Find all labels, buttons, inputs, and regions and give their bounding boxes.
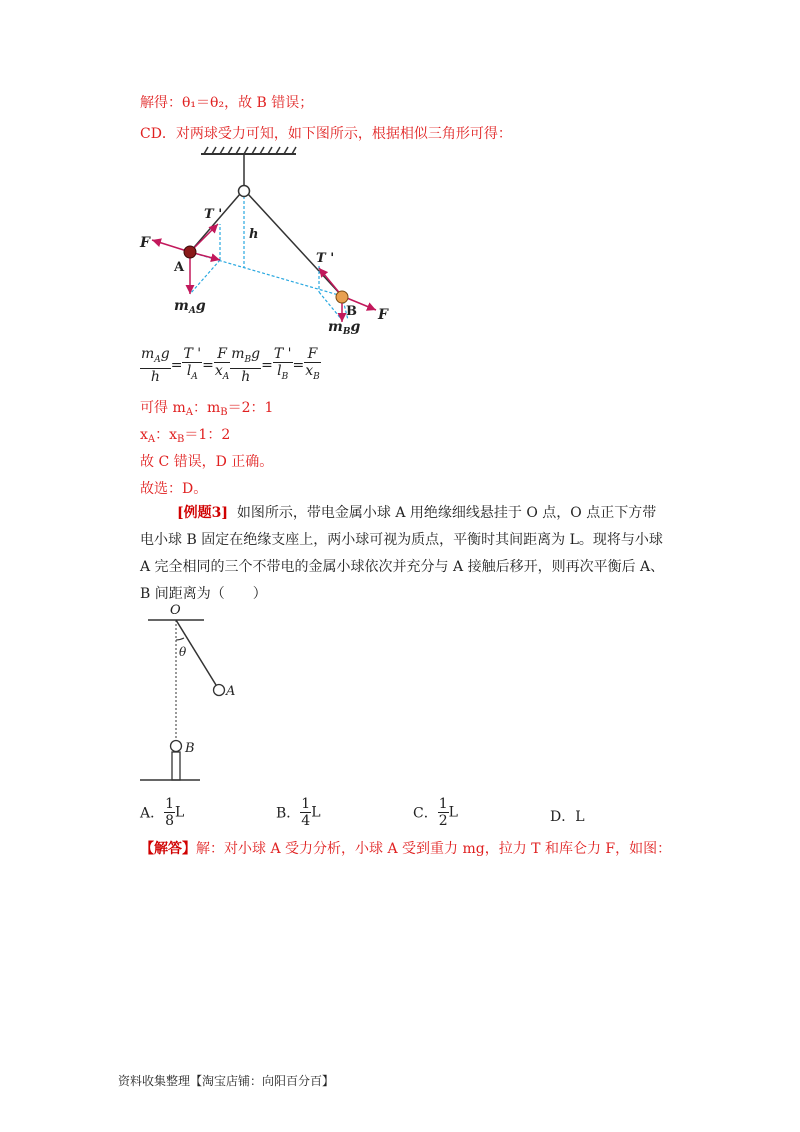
solution-line-2: CD．对两球受力可知，如下图所示，根据相似三角形可得： — [140, 126, 512, 142]
answer-text: 解：对小球 A 受力分析，小球 A 受到重力 mg，拉力 T 和库仑力 F，如图： — [196, 841, 672, 857]
option-b[interactable]: B． $\frac{1}{4}$ L — [276, 796, 321, 829]
answer-tag: 【解答】 — [140, 841, 196, 857]
string-A — [190, 194, 240, 252]
pivot-ring — [239, 186, 250, 197]
label-O: O — [170, 603, 181, 618]
example-3-tag: [例题3] — [177, 505, 228, 521]
example-3-text: 如图所示，带电金属小球 A 用绝缘细线悬挂于 O 点，O 点正下方带电小球 B 固定在绝缘支座上，两小球可视为质点，平衡时其间距离为 L。现将与小球 A 完全相同的三个不带电的金属小球依次并充分与 A 接触后移开，则再次平衡后 A、B 间距离为（ ） — [140, 505, 665, 602]
example-3-paragraph — [140, 500, 665, 608]
solution-line-4: $x_A$：$x_B=1$：2 — [140, 427, 231, 445]
theta-arc — [176, 638, 184, 640]
label-h: h — [249, 227, 259, 242]
eq-frac-4: $\frac{m_Bg}{h}$ — [231, 346, 261, 385]
ball-B-pendulum — [171, 741, 182, 752]
eq-frac-2: $\frac{T '}{l_A}$ — [183, 346, 202, 382]
ceiling-hatch — [204, 147, 296, 154]
force-diagram-figure — [136, 144, 396, 339]
solution-line-3: 可得 $m_A$：$m_B=2$：1 — [140, 400, 274, 418]
string-B — [248, 194, 342, 296]
answer-line — [140, 839, 671, 859]
option-c[interactable]: C． $\frac{1}{2}$ L — [413, 796, 458, 829]
ball-A — [184, 246, 196, 258]
solution-line-5: 故 C 错误，D 正确。 — [140, 454, 274, 470]
insulating-stand — [172, 752, 180, 780]
label-F-left: F — [140, 235, 150, 251]
ball-A-pendulum — [214, 685, 225, 696]
eq-frac-3: $\frac{F}{x_A}$ — [214, 346, 230, 382]
option-d[interactable]: D．L — [550, 809, 585, 825]
label-mBg: $m_Bg$ — [328, 319, 361, 337]
option-a[interactable]: A． $\frac{1}{8}$ L — [140, 796, 185, 829]
label-T-right: T ' — [316, 251, 335, 266]
eq-frac-5: $\frac{T '}{l_B}$ — [273, 346, 292, 382]
label-mAg: $m_Ag$ — [174, 298, 206, 316]
pendulum-figure — [138, 600, 258, 785]
solution-line-6: 故选：D。 — [140, 481, 208, 497]
label-B: B — [346, 304, 357, 319]
label-A-pendulum: A — [226, 684, 236, 699]
solution-line-1: 解得：θ₁＝θ₂，故 B 错误； — [140, 95, 314, 111]
ball-B — [336, 291, 348, 303]
label-theta: θ — [179, 645, 187, 659]
similar-triangle-equation: $\frac{m_Ag}{h}$ = $\frac{T '}{l_A}$ = $\frac{F}{x_A}$ $\frac{m_Bg}{h}$ = $\frac{T '}{l_B}$ = $\frac{F}{x_B}$ — [141, 346, 320, 385]
label-T-left: T ' — [204, 207, 223, 222]
label-B-pendulum: B — [185, 741, 195, 756]
label-F-right: F — [378, 307, 388, 323]
label-A: A — [174, 260, 185, 275]
eq-frac-1: $\frac{m_Ag}{h}$ — [141, 346, 170, 385]
eq-frac-6: $\frac{F}{x_B}$ — [305, 346, 320, 382]
page-footer: 资料收集整理【淘宝店铺：向阳百分百】 — [118, 1074, 335, 1088]
